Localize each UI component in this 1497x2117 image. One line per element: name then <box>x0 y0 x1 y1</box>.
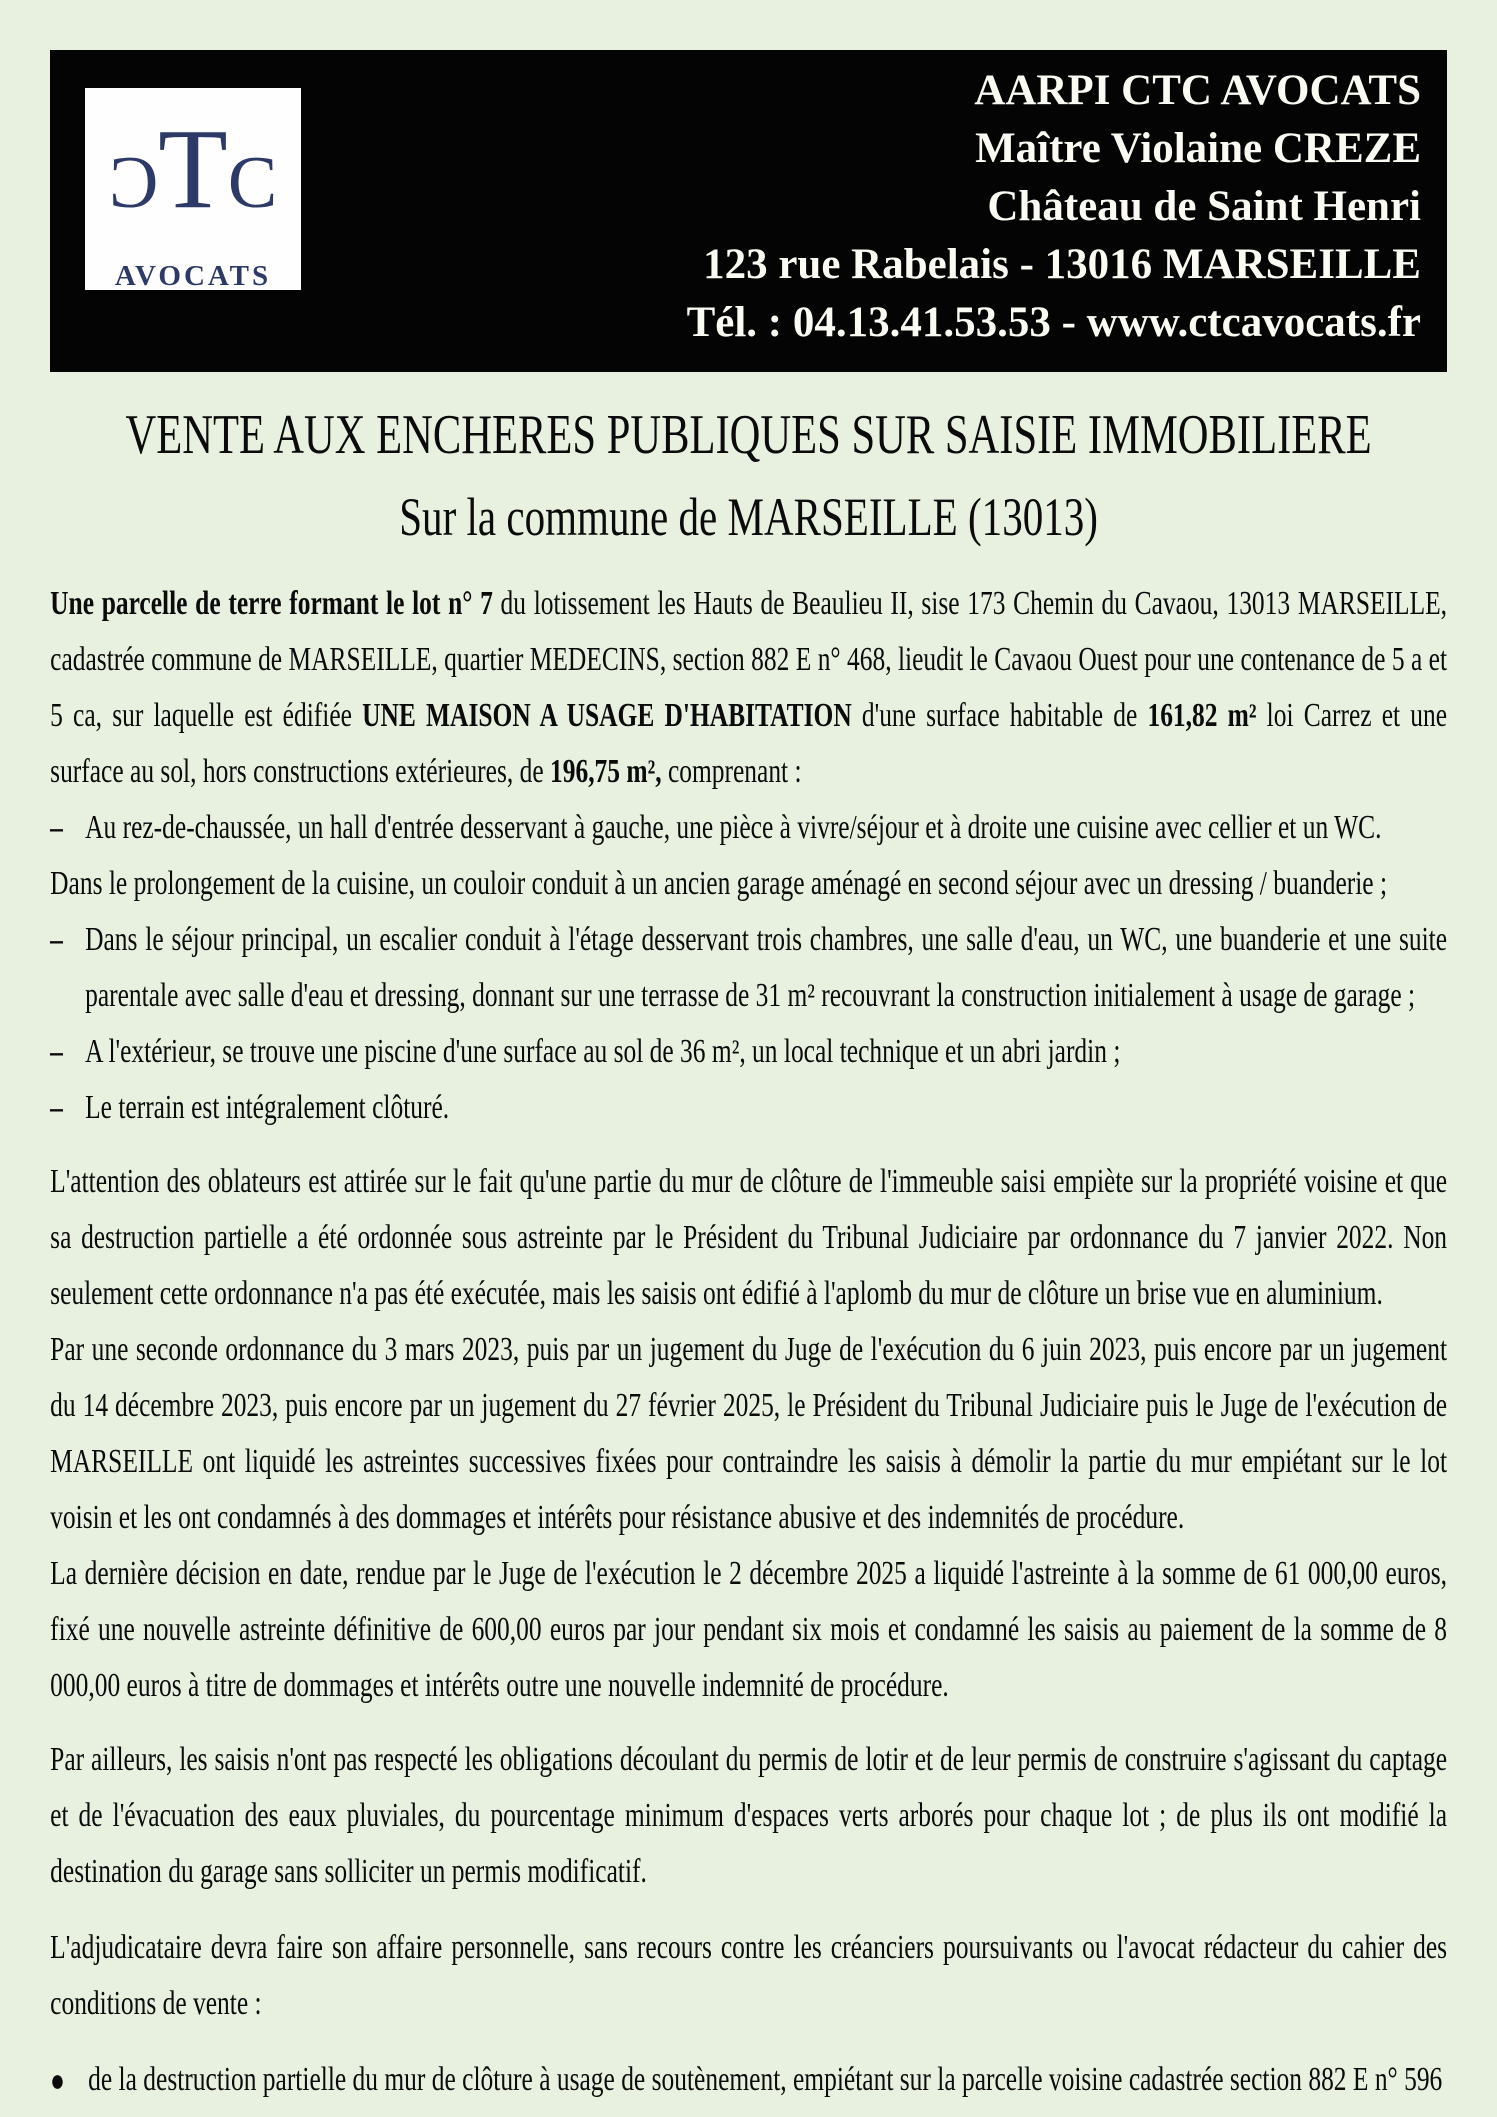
property-description-paragraph <box>50 576 1447 800</box>
text-run-bold: UNE MAISON A USAGE D'HABITATION <box>362 697 852 734</box>
buyer-responsibility-paragraph: L'adjudicataire devra faire son affaire personnelle, sans recours contre les créanciers poursuivants ou l'avocat rédacteur du cahier des conditions de vente : <box>50 1929 1448 2022</box>
bullet-item-text: de la destruction partielle du mur de clôture à usage de soutènement, empiétant sur la parcelle voisine cadastrée section 882 E n° 596 <box>88 2061 1443 2098</box>
notice-subtitle: Sur la commune de MARSEILLE (13013) <box>399 487 1098 547</box>
list-item-text: Dans le séjour principal, un escalier conduit à l'étage desservant trois chambres, une salle d'eau, un WC, une buanderie et une suite parentale avec salle d'eau et dressing, donnant sur une terrasse de 31 m² recouvrant la construction initialement à usage de garage ; <box>85 921 1448 1014</box>
text-run-bold: 196,75 m², <box>550 753 662 790</box>
dash-marker: – <box>50 1033 63 1070</box>
latest-decision-paragraph: La dernière décision en date, rendue par le Juge de l'exécution le 2 décembre 2025 a liquidé l'astreinte à la somme de 61 000,00 euros, fixé une nouvelle astreinte définitive de 600,00 euros par jour pendant six mois et condamné les saisis au paiement de la somme de 8 000,00 euros à titre de dommages et intérêts outre une nouvelle indemnité de procédure. <box>50 1555 1448 1704</box>
logo-letters <box>85 88 301 258</box>
text-run-bold: Une parcelle de terre formant le lot n° 7 <box>50 585 493 622</box>
logo-subtitle: AVOCATS <box>114 260 272 292</box>
list-item-text: Au rez-de-chaussée, un hall d'entrée desservant à gauche, une pièce à vivre/séjour et à droite une cuisine avec cellier et un WC. <box>85 809 1382 846</box>
logo-letter-t: T <box>158 105 228 232</box>
text-run: comprenant : <box>661 753 802 790</box>
permits-paragraph: Par ailleurs, les saisis n'ont pas respecté les obligations découlant du permis de lotir et de leur permis de construire s'agissant du captage et de l'évacuation des eaux pluviales, du pourcentage minimum d'espaces verts arborés pour chaque lot ; de plus ils ont modifié la destination du garage sans solliciter un permis modificatif. <box>50 1741 1448 1890</box>
warning-paragraph: L'attention des oblateurs est attirée sur le fait qu'une partie du mur de clôture de l'immeuble saisi empiète sur la propriété voisine et que sa destruction partielle a été ordonnée sous astreinte par le Président du Tribunal Judiciaire par ordonnance du 7 janvier 2022. Non seulement cette ordonnance n'a pas été exécutée, mais les saisis ont édifié à l'aplomb du mur de clôture un brise vue en aluminium. <box>50 1163 1448 1312</box>
document-body <box>0 382 1497 2108</box>
bullet-marker: ● <box>50 2062 65 2098</box>
text-run-bold: 161,82 m² <box>1147 697 1257 734</box>
ctc-avocats-logo <box>85 88 301 290</box>
logo-letter-c-reversed: C <box>108 142 159 224</box>
list-item-fence <box>50 1080 1447 1136</box>
text-run: du lotissement les Hauts de Beaulieu II, sise 173 Chemin du Cavaou, 13013 MARSEILLE, cadastrée commune de MARSEILLE, quartier MEDECINS, section 882 E n° 468, lieudit le Cavaou Ouest pour une contenance de 5 a et 5 ca, sur laquelle est édifiée <box>50 585 1448 734</box>
bullet-item-wall-destruction <box>50 2052 1447 2108</box>
letterhead-contact-block <box>687 62 1421 352</box>
list-continuation-paragraph: Dans le prolongement de la cuisine, un couloir conduit à un ancien garage aménagé en second séjour avec un dressing / buanderie ; <box>50 865 1388 902</box>
list-item-ground-floor <box>50 800 1447 856</box>
text-run: loi Carrez et une surface au sol, hors constructions extérieures, de <box>50 697 1448 790</box>
notice-text <box>50 576 1447 2108</box>
letterhead-banner <box>50 50 1447 372</box>
phone-and-website: Tél. : 04.13.41.53.53 - www.ctcavocats.fr <box>686 299 1421 346</box>
firm-name: AARPI CTC AVOCATS <box>974 67 1421 114</box>
court-orders-paragraph: Par une seconde ordonnance du 3 mars 2023, puis par un jugement du Juge de l'exécution du 6 juin 2023, puis encore par un jugement du 14 décembre 2023, puis encore par un jugement du 27 février 2025, le Président du Tribunal Judiciaire puis le Juge de l'exécution de MARSEILLE ont liquidé les astreintes successives fixées pour contraindre les saisis à démolir la partie du mur empiétant sur le lot voisin et les ont condamnés à des dommages et intérêts pour résistance abusive et des indemnités de procédure. <box>50 1331 1448 1536</box>
logo-letter-c: C <box>227 142 278 224</box>
lawyer-name: Maître Violaine CREZE <box>975 125 1421 172</box>
list-item-exterior <box>50 1024 1447 1080</box>
dash-marker: – <box>50 1089 63 1126</box>
list-item-text: A l'extérieur, se trouve une piscine d'une surface au sol de 36 m², un local technique et un abri jardin ; <box>85 1033 1121 1070</box>
list-item-text: Le terrain est intégralement clôturé. <box>85 1089 450 1126</box>
notice-title: VENTE AUX ENCHERES PUBLIQUES SUR SAISIE IMMOBILIERE <box>125 404 1372 466</box>
list-item-upper-floor <box>50 912 1447 1024</box>
address-line-2: 123 rue Rabelais - 13016 MARSEILLE <box>703 241 1421 288</box>
address-line-1: Château de Saint Henri <box>987 183 1421 230</box>
text-run: d'une surface habitable de <box>851 697 1148 734</box>
dash-marker: – <box>50 921 63 958</box>
dash-marker: – <box>50 809 63 846</box>
